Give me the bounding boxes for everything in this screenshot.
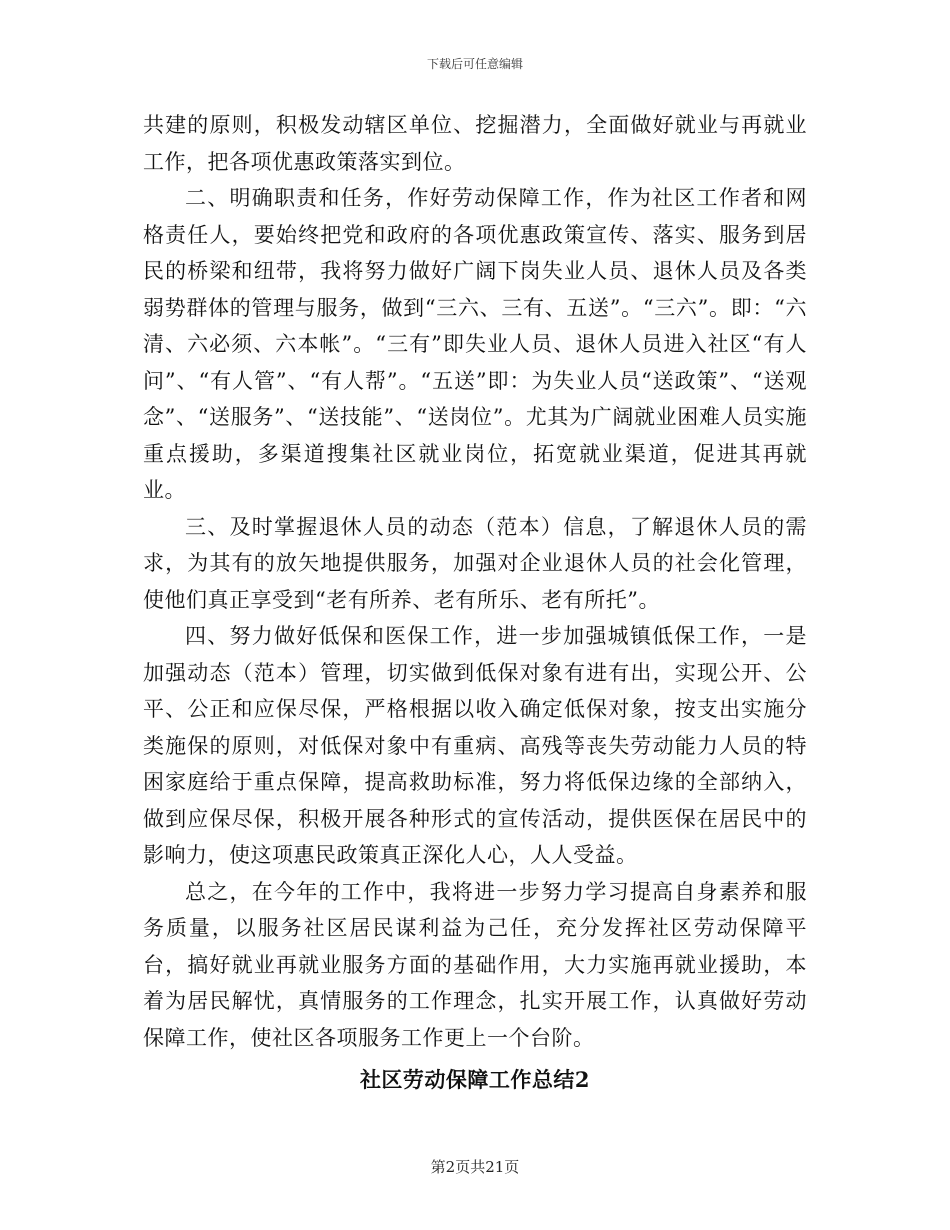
document-body [143, 107, 807, 1098]
page-header-note: 下载后可任意编辑 [426, 57, 523, 71]
paragraph-section-three: 三、及时掌握退休人员的动态（范本）信息，了解退休人员的需求，为其有的放矢地提供服务，加强对企业退休人员的社会化管理，使他们真正享受到“老有所养、老有所乐、老有所托”。 [143, 514, 807, 612]
page-number-footer: 第2页共21页 [430, 1158, 520, 1176]
paragraph-section-two: 二、明确职责和任务，作好劳动保障工作，作为社区工作者和网格责任人，要始终把党和政府的各项优惠政策宣传、落实、服务到居民的桥梁和纽带，我将努力做好广阔下岗失业人员、退休人员及各类弱势群体的管理与服务，做到“三六、三有、五送”。“三六”。即：“六清、六必须、六本帐”。“三有”即失业人员、退休人员进入社区“有人问”、“有人管”、“有人帮”。“五送”即：为失业人员“送政策”、“送观念”、“送服务”、“送技能”、“送岗位”。尤其为广阔就业困难人员实施重点援助，多渠道搜集社区就业岗位，拓宽就业渠道，促进其再就业。 [143, 186, 807, 502]
paragraph-intro-continuation: 共建的原则，积极发动辖区单位、挖掘潜力，全面做好就业与再就业工作，把各项优惠政策落实到位。 [143, 113, 807, 174]
paragraph-conclusion: 总之，在今年的工作中，我将进一步努力学习提高自身素养和服务质量，以服务社区居民谋利益为己任，充分发挥社区劳动保障平台，搞好就业再就业服务方面的基础作用，大力实施再就业援助，本着为居民解忧，真情服务的工作理念，扎实开展工作，认真做好劳动保障工作，使社区各项服务工作更上一个台阶。 [143, 879, 807, 1050]
section-title: 社区劳动保障工作总结2 [359, 1067, 591, 1092]
paragraph-section-four: 四、努力做好低保和医保工作，进一步加强城镇低保工作，一是加强动态（范本）管理，切实做到低保对象有进有出，实现公开、公平、公正和应保尽保，严格根据以收入确定低保对象，按支出实施分类施保的原则，对低保对象中有重病、高残等丧失劳动能力人员的特困家庭给于重点保障，提高救助标准，努力将低保边缘的全部纳入，做到应保尽保，积极开展各种形式的宣传活动，提供医保在居民中的影响力，使这项惠民政策真正深化人心，人人受益。 [143, 624, 807, 867]
